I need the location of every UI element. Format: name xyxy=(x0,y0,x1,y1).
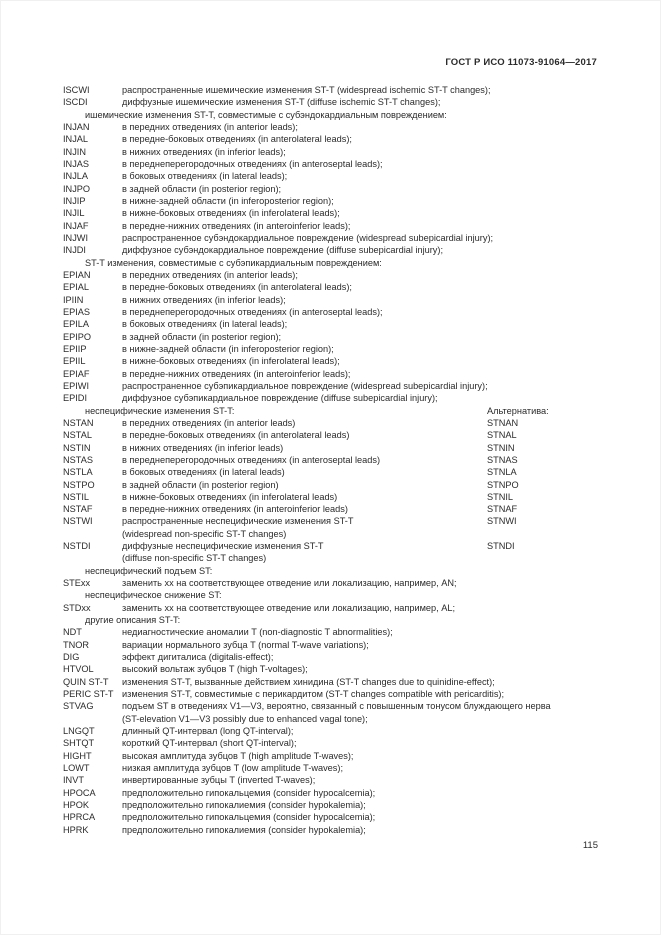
term-description: предположительно гипокалиемия (consider hypokalemia); xyxy=(122,824,366,835)
term-code: HPOK xyxy=(63,800,90,811)
glossary-row xyxy=(63,577,608,589)
term-description: в задней области (in posterior region) xyxy=(122,479,279,490)
glossary-row xyxy=(63,750,608,762)
glossary-row xyxy=(63,466,608,478)
term-description: неспецифический подъем ST: xyxy=(85,565,213,576)
glossary-row xyxy=(63,528,608,540)
term-description: подъем ST в отведениях V1—V3, вероятно, связанный с повышенным тонусом блуждающего нерва xyxy=(122,701,551,712)
alt-code: STNDI xyxy=(487,541,515,552)
term-code: INJWI xyxy=(63,232,89,243)
term-code: INJLA xyxy=(63,171,89,182)
term-code: INJIP xyxy=(63,195,86,206)
alt-code: STNIL xyxy=(487,491,514,502)
glossary-row xyxy=(63,318,608,330)
glossary-row xyxy=(63,639,608,651)
glossary-row xyxy=(63,146,608,158)
glossary-row xyxy=(63,84,608,96)
alt-code: STNIN xyxy=(487,442,515,453)
term-code: HPRCA xyxy=(63,812,96,823)
alt-code: STNAF xyxy=(487,504,518,515)
term-code: STDxx xyxy=(63,602,91,613)
term-description: в передне-нижних отведениях (in anteroinferior leads) xyxy=(122,504,348,515)
glossary-row xyxy=(63,220,608,232)
term-description: ишемические изменения ST-T, совместимые с субэндокардиальным повреждением: xyxy=(85,109,447,120)
glossary-row xyxy=(63,737,608,749)
glossary-row xyxy=(63,121,608,133)
glossary-row xyxy=(63,799,608,811)
term-description: в передних отведениях (in anterior leads); xyxy=(122,121,298,132)
alt-code: STNAN xyxy=(487,417,519,428)
glossary-row xyxy=(63,269,608,281)
term-code: HTVOL xyxy=(63,664,94,675)
glossary-row xyxy=(63,380,608,392)
term-description: заменить хх на соответствующее отведение или локализацию, например, AN; xyxy=(122,578,457,589)
term-code: IPIIN xyxy=(63,294,84,305)
alt-code: STNAL xyxy=(487,430,517,441)
term-description: распространенное субэндокардиальное повреждение (widespread subepicardial injury); xyxy=(122,232,494,243)
term-code: INJAL xyxy=(63,134,89,145)
glossary-row xyxy=(63,294,608,306)
term-code: EPIAF xyxy=(63,368,90,379)
glossary-row xyxy=(63,207,608,219)
term-code: NSTAF xyxy=(63,504,93,515)
term-description: короткий QT-интервал (short QT-interval); xyxy=(122,738,297,749)
glossary-row xyxy=(63,700,608,712)
glossary-row xyxy=(63,331,608,343)
glossary-row xyxy=(63,651,608,663)
glossary-row xyxy=(63,96,608,108)
term-code: NSTWI xyxy=(63,516,93,527)
term-description: высокая амплитуда зубцов T (high amplitude T-waves); xyxy=(122,750,354,761)
term-description: в передне-нижних отведениях (in anteroinferior leads); xyxy=(122,220,351,231)
term-code: NSTIL xyxy=(63,491,90,502)
term-code: HPOCA xyxy=(63,787,96,798)
term-description: в передне-нижних отведениях (in anteroinferior leads); xyxy=(122,368,351,379)
glossary-row xyxy=(63,762,608,774)
term-code: EPIIP xyxy=(63,343,87,354)
term-description: в задней области (in posterior region); xyxy=(122,331,282,342)
term-description: распространенные ишемические изменения ST-T (widespread ischemic ST-T changes); xyxy=(122,85,491,95)
glossary-row xyxy=(63,479,608,491)
alt-code: STNLA xyxy=(487,467,517,478)
term-code: NSTLA xyxy=(63,467,93,478)
term-code: QUIN ST-T xyxy=(63,676,109,687)
glossary-row xyxy=(63,442,608,454)
term-description: диффузные ишемические изменения ST-T (diffuse ischemic ST-T changes); xyxy=(122,97,441,108)
term-description: (diffuse non-specific ST-T changes) xyxy=(122,553,267,564)
glossary-list xyxy=(63,84,608,836)
term-code: DIG xyxy=(63,652,80,663)
term-description: другие описания ST-T: xyxy=(85,615,181,626)
term-description: распространенное субэпикардиальное повреждение (widespread subepicardial injury); xyxy=(122,380,488,391)
alt-code: Альтернатива: xyxy=(487,405,549,416)
section-heading xyxy=(63,109,608,121)
term-description: диффузное субэпикардиальное повреждение (diffuse subepicardial injury); xyxy=(122,393,438,404)
term-code: EPIWI xyxy=(63,380,90,391)
term-description: в передне-боковых отведениях (in anterolateral leads); xyxy=(122,134,352,145)
term-description: ST-T изменения, совместимые с субэпикардиальным повреждением: xyxy=(85,257,382,268)
term-code: INJAS xyxy=(63,158,90,169)
term-code: INJPO xyxy=(63,183,91,194)
term-description: предположительно гипокалиемия (consider hypokalemia); xyxy=(122,800,366,811)
term-description: в нижне-задней области (in inferoposterior region); xyxy=(122,343,334,354)
term-code: NSTAS xyxy=(63,454,93,465)
alt-code: STNAS xyxy=(487,454,518,465)
term-description: (widespread non-specific ST-T changes) xyxy=(122,528,287,539)
glossary-row xyxy=(63,368,608,380)
term-description: в боковых отведениях (in lateral leads); xyxy=(122,171,288,182)
glossary-row xyxy=(63,540,608,552)
glossary-row xyxy=(63,688,608,700)
term-description: изменения ST-T, вызванные действием хинидина (ST-T changes due to quinidine-effect); xyxy=(122,676,495,687)
term-code: TNOR xyxy=(63,639,90,650)
term-description: предположительно гипокальцемия (consider hypocalcemia); xyxy=(122,787,376,798)
term-code: EPIAN xyxy=(63,269,91,280)
term-description: распространенные неспецифические изменения ST-T xyxy=(122,516,354,527)
term-description: в нижних отведениях (in inferior leads); xyxy=(122,146,286,157)
glossary-row xyxy=(63,503,608,515)
term-description: в переднеперегородочных отведениях (in anteroseptal leads) xyxy=(122,454,381,465)
term-code: EPILA xyxy=(63,319,90,330)
term-description: в передних отведениях (in anterior leads); xyxy=(122,269,298,280)
term-description: неспецифические изменения ST-T: xyxy=(85,405,235,416)
glossary-row xyxy=(63,552,608,564)
term-description: неспецифическое снижение ST: xyxy=(85,590,222,601)
term-code: INJAN xyxy=(63,121,90,132)
section-heading xyxy=(63,614,608,626)
term-code: INJAF xyxy=(63,220,89,231)
term-code: SHTQT xyxy=(63,738,95,749)
term-code: INJDI xyxy=(63,245,86,256)
term-code: NDT xyxy=(63,627,82,638)
term-description: (ST-elevation V1—V3 possibly due to enhanced vagal tone); xyxy=(122,713,368,724)
glossary-row xyxy=(63,491,608,503)
glossary-row xyxy=(63,343,608,355)
glossary-row xyxy=(63,676,608,688)
term-description: диффузное субэндокардиальное повреждение (diffuse subepicardial injury); xyxy=(122,245,444,256)
term-code: HIGHT xyxy=(63,750,92,761)
glossary-row xyxy=(63,515,608,527)
term-description: недиагностические аномалии T (non-diagnostic T abnormalities); xyxy=(122,627,393,638)
term-description: в нижних отведениях (in inferior leads) xyxy=(122,442,284,453)
term-code: EPIAL xyxy=(63,282,90,293)
term-description: в передне-боковых отведениях (in anterolateral leads) xyxy=(122,430,350,441)
term-code: STVAG xyxy=(63,701,94,712)
alt-code: STNWI xyxy=(487,516,517,527)
glossary-row xyxy=(63,158,608,170)
glossary-row xyxy=(63,663,608,675)
term-description: диффузные неспецифические изменения ST-T xyxy=(122,541,324,552)
section-heading xyxy=(63,565,608,577)
term-description: вариации нормального зубца T (normal T-wave variations); xyxy=(122,639,369,650)
term-description: в переднеперегородочных отведениях (in anteroseptal leads); xyxy=(122,158,383,169)
term-description: в боковых отведениях (in lateral leads) xyxy=(122,467,285,478)
term-description: инвертированные зубцы T (inverted T-waves); xyxy=(122,775,316,786)
glossary-row xyxy=(63,281,608,293)
term-code: NSTDI xyxy=(63,541,91,552)
glossary-row xyxy=(63,232,608,244)
term-code: INVT xyxy=(63,775,84,786)
glossary-row xyxy=(63,170,608,182)
term-description: в нижне-задней области (in inferoposterior region); xyxy=(122,195,334,206)
term-code: INJIL xyxy=(63,208,85,219)
glossary-row xyxy=(63,787,608,799)
term-description: в передне-боковых отведениях (in anterolateral leads); xyxy=(122,282,352,293)
glossary-row xyxy=(63,713,608,725)
term-code: NSTPO xyxy=(63,479,95,490)
section-heading xyxy=(63,257,608,269)
standard-title: ГОСТ Р ИСО 11073-91064—2017 xyxy=(445,57,597,68)
page-number: 115 xyxy=(582,840,598,851)
glossary-row xyxy=(63,244,608,256)
glossary-row xyxy=(63,626,608,638)
term-code: PERIC ST-T xyxy=(63,689,114,700)
term-description: в нижне-боковых отведениях (in inferolateral leads); xyxy=(122,208,340,219)
term-description: в нижних отведениях (in inferior leads); xyxy=(122,294,286,305)
term-description: предположительно гипокальцемия (consider hypocalcemia); xyxy=(122,812,376,823)
term-code: HPRK xyxy=(63,824,89,835)
term-description: в боковых отведениях (in lateral leads); xyxy=(122,319,288,330)
term-code: EPIAS xyxy=(63,306,91,317)
glossary-row xyxy=(63,355,608,367)
term-description: низкая амплитуда зубцов T (low amplitude T-waves); xyxy=(122,763,344,774)
section-heading xyxy=(63,405,608,417)
glossary-row xyxy=(63,824,608,836)
term-description: изменения ST-T, совместимые с перикардитом (ST-T changes compatible with pericarditis); xyxy=(122,689,505,700)
term-description: в задней области (in posterior region); xyxy=(122,183,282,194)
term-description: в нижне-боковых отведениях (in inferolateral leads); xyxy=(122,356,340,367)
glossary-row xyxy=(63,417,608,429)
glossary-row xyxy=(63,133,608,145)
term-code: INJIN xyxy=(63,146,86,157)
glossary-row xyxy=(63,183,608,195)
glossary-row xyxy=(63,195,608,207)
term-code: LOWT xyxy=(63,763,90,774)
term-code: LNGQT xyxy=(63,726,95,737)
term-code: NSTAL xyxy=(63,430,92,441)
glossary-row xyxy=(63,602,608,614)
glossary-row xyxy=(63,429,608,441)
term-description: в нижне-боковых отведениях (in inferolateral leads) xyxy=(122,491,338,502)
term-code: ISCDI xyxy=(63,97,88,108)
term-code: STExx xyxy=(63,578,91,589)
term-description: в передних отведениях (in anterior leads) xyxy=(122,417,296,428)
glossary-row xyxy=(63,392,608,404)
term-code: EPIIL xyxy=(63,356,86,367)
glossary-row xyxy=(63,454,608,466)
glossary-row xyxy=(63,725,608,737)
term-description: эффект дигиталиса (digitalis-effect); xyxy=(122,652,274,663)
term-description: в переднеперегородочных отведениях (in anteroseptal leads); xyxy=(122,306,383,317)
term-code: EPIDI xyxy=(63,393,87,404)
glossary-row xyxy=(63,811,608,823)
term-description: заменить хх на соответствующее отведение или локализацию, например, AL; xyxy=(122,602,456,613)
term-code: NSTAN xyxy=(63,417,94,428)
term-description: длинный QT-интервал (long QT-interval); xyxy=(122,726,294,737)
glossary-row xyxy=(63,306,608,318)
alt-code: STNPO xyxy=(487,479,519,490)
glossary-row xyxy=(63,774,608,786)
term-code: ISCWI xyxy=(63,85,90,95)
section-heading xyxy=(63,589,608,601)
term-description: высокий вольтаж зубцов T (high T-voltages); xyxy=(122,664,308,675)
term-code: NSTIN xyxy=(63,442,91,453)
term-code: EPIPO xyxy=(63,331,92,342)
